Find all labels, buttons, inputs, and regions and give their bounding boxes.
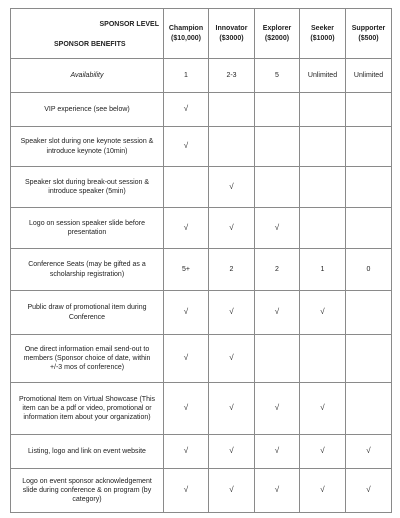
value-cell: 2-3 xyxy=(209,59,255,93)
benefit-cell: Public draw of promotional item during Conference xyxy=(11,291,164,335)
level-name: Seeker xyxy=(311,25,334,33)
level-header-seeker xyxy=(300,9,346,59)
value-cell xyxy=(209,127,255,167)
value-cell: √ xyxy=(164,93,209,127)
value-cell: 2 xyxy=(209,249,255,291)
level-name: Explorer xyxy=(262,25,292,33)
table-row-keynote-slot xyxy=(11,127,392,167)
value-cell xyxy=(255,93,300,127)
value-cell: √ xyxy=(209,167,255,208)
benefit-cell: Listing, logo and link on event website xyxy=(11,435,164,469)
value-cell: √ xyxy=(255,291,300,335)
value-cell xyxy=(300,167,346,208)
value-cell: √ xyxy=(209,383,255,435)
value-cell: √ xyxy=(164,383,209,435)
benefit-cell: Logo on session speaker slide before presentation xyxy=(11,208,164,249)
table-row-logo-speaker-slide xyxy=(11,208,392,249)
table-row-acknowledgement-slide xyxy=(11,469,392,513)
sponsor-benefits-label: SPONSOR BENEFITS xyxy=(54,41,126,48)
benefit-cell: Availability xyxy=(11,59,164,93)
table-row-breakout-slot xyxy=(11,167,392,208)
table-row-email-sendout xyxy=(11,335,392,383)
benefit-cell: Logo on event sponsor acknowledgement slide during conference & on program (by category) xyxy=(11,469,164,513)
level-name: Champion xyxy=(168,25,204,33)
value-cell: Unlimited xyxy=(300,59,346,93)
value-cell: √ xyxy=(255,383,300,435)
table-row-conference-seats xyxy=(11,249,392,291)
value-cell: √ xyxy=(300,469,346,513)
value-cell: 1 xyxy=(300,249,346,291)
header-row xyxy=(11,9,392,59)
value-cell xyxy=(346,291,392,335)
value-cell xyxy=(255,167,300,208)
value-cell xyxy=(300,208,346,249)
value-cell: 5+ xyxy=(164,249,209,291)
value-cell xyxy=(346,335,392,383)
level-price: ($500) xyxy=(358,34,379,42)
benefit-cell: Promotional Item on Virtual Showcase (This item can be a pdf or video, promotional or information item about your organization) xyxy=(11,383,164,435)
benefit-cell: Speaker slot during one keynote session & introduce keynote (10min) xyxy=(11,127,164,167)
value-cell: √ xyxy=(300,383,346,435)
level-header-supporter xyxy=(346,9,392,59)
value-cell: √ xyxy=(209,435,255,469)
sponsor-level-label: SPONSOR LEVEL xyxy=(99,21,159,28)
table-row-public-draw xyxy=(11,291,392,335)
benefit-cell: One direct information email send-out to members (Sponsor choice of date, within +/-3 mos of conference) xyxy=(11,335,164,383)
level-price: ($10,000) xyxy=(171,34,201,42)
value-cell: √ xyxy=(209,335,255,383)
level-header-champion xyxy=(164,9,209,59)
value-cell xyxy=(209,93,255,127)
value-cell: √ xyxy=(255,435,300,469)
table-row-virtual-showcase xyxy=(11,383,392,435)
value-cell: √ xyxy=(300,435,346,469)
value-cell: 5 xyxy=(255,59,300,93)
value-cell: 1 xyxy=(164,59,209,93)
value-cell xyxy=(346,383,392,435)
value-cell xyxy=(255,335,300,383)
benefit-cell: VIP experience (see below) xyxy=(11,93,164,127)
sponsor-benefits-table xyxy=(10,8,392,513)
value-cell: √ xyxy=(164,469,209,513)
benefit-cell: Conference Seats (may be gifted as a scholarship registration) xyxy=(11,249,164,291)
table-row-vip xyxy=(11,93,392,127)
level-price: ($3000) xyxy=(219,34,244,42)
value-cell xyxy=(346,127,392,167)
header-corner-cell xyxy=(11,9,164,59)
value-cell: √ xyxy=(164,127,209,167)
value-cell xyxy=(164,167,209,208)
value-cell: 2 xyxy=(255,249,300,291)
level-price: ($1000) xyxy=(310,34,335,42)
value-cell: 0 xyxy=(346,249,392,291)
value-cell: Unlimited xyxy=(346,59,392,93)
value-cell: √ xyxy=(255,469,300,513)
value-cell: √ xyxy=(164,208,209,249)
value-cell: √ xyxy=(209,208,255,249)
level-name: Supporter xyxy=(351,25,386,33)
table-row-event-website xyxy=(11,435,392,469)
value-cell xyxy=(300,335,346,383)
value-cell xyxy=(346,93,392,127)
value-cell xyxy=(300,93,346,127)
value-cell: √ xyxy=(255,208,300,249)
value-cell xyxy=(346,167,392,208)
value-cell: √ xyxy=(346,435,392,469)
level-price: ($2000) xyxy=(264,34,290,42)
value-cell: √ xyxy=(164,291,209,335)
value-cell: √ xyxy=(346,469,392,513)
table-row-availability xyxy=(11,59,392,93)
value-cell: √ xyxy=(164,335,209,383)
value-cell: √ xyxy=(209,291,255,335)
level-header-explorer xyxy=(255,9,300,59)
level-name: Innovator xyxy=(215,25,248,33)
level-header-innovator xyxy=(209,9,255,59)
value-cell xyxy=(346,208,392,249)
value-cell: √ xyxy=(300,291,346,335)
benefit-cell: Speaker slot during break-out session & introduce speaker (5min) xyxy=(11,167,164,208)
value-cell xyxy=(300,127,346,167)
value-cell: √ xyxy=(164,435,209,469)
value-cell xyxy=(255,127,300,167)
value-cell: √ xyxy=(209,469,255,513)
